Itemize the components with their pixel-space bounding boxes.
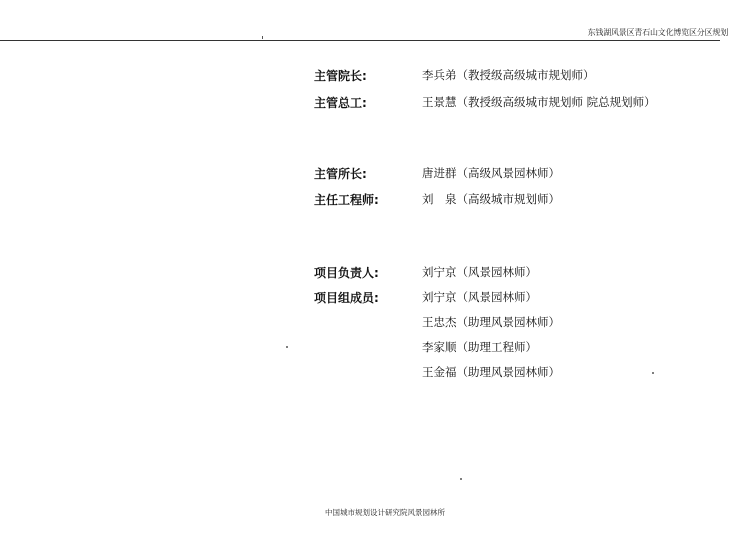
credit-row-team-member — [0, 314, 750, 330]
credit-name: 刘宁京（风景园林师） — [422, 265, 537, 279]
credit-role: 主管总工: — [314, 96, 367, 110]
credit-row-team-member — [0, 289, 750, 305]
credit-name: 李兵弟（教授级高级城市规划师） — [422, 68, 595, 82]
document-footer-org: 中国城市规划设计研究院风景园林所 — [325, 508, 445, 517]
credit-role: 主管院长: — [314, 69, 367, 83]
scan-speck — [262, 36, 263, 39]
credit-role: 项目组成员: — [314, 291, 379, 305]
credit-row-project-lead — [0, 264, 750, 280]
credit-name: 李家顺（助理工程师） — [422, 340, 537, 354]
credit-name: 唐进群（高级风景园林师） — [422, 166, 560, 180]
credit-role: 项目负责人: — [314, 266, 379, 280]
credit-name: 王景慧（教授级高级城市规划师 院总规划师） — [422, 95, 656, 109]
credit-name: 刘宁京（风景园林师） — [422, 290, 537, 304]
scan-speck — [286, 346, 288, 348]
credit-row-director — [0, 67, 750, 83]
credit-name: 王忠杰（助理风景园林师） — [422, 315, 560, 329]
credit-name: 刘 泉（高级城市规划师） — [422, 192, 560, 206]
credit-row-team-member — [0, 364, 750, 380]
document-header-title: 东钱湖风景区青石山文化博览区分区规划 — [587, 28, 728, 37]
credit-role: 主任工程师: — [314, 193, 379, 207]
credit-row-team-member — [0, 339, 750, 355]
scan-speck — [652, 372, 654, 374]
credit-row-institute-head — [0, 165, 750, 181]
scan-speck — [460, 478, 462, 480]
credit-row-lead-engineer — [0, 191, 750, 207]
header-divider — [0, 40, 720, 41]
credit-role: 主管所长: — [314, 167, 367, 181]
credit-row-chief-engineer — [0, 94, 750, 110]
credit-name: 王金福（助理风景园林师） — [422, 365, 560, 379]
